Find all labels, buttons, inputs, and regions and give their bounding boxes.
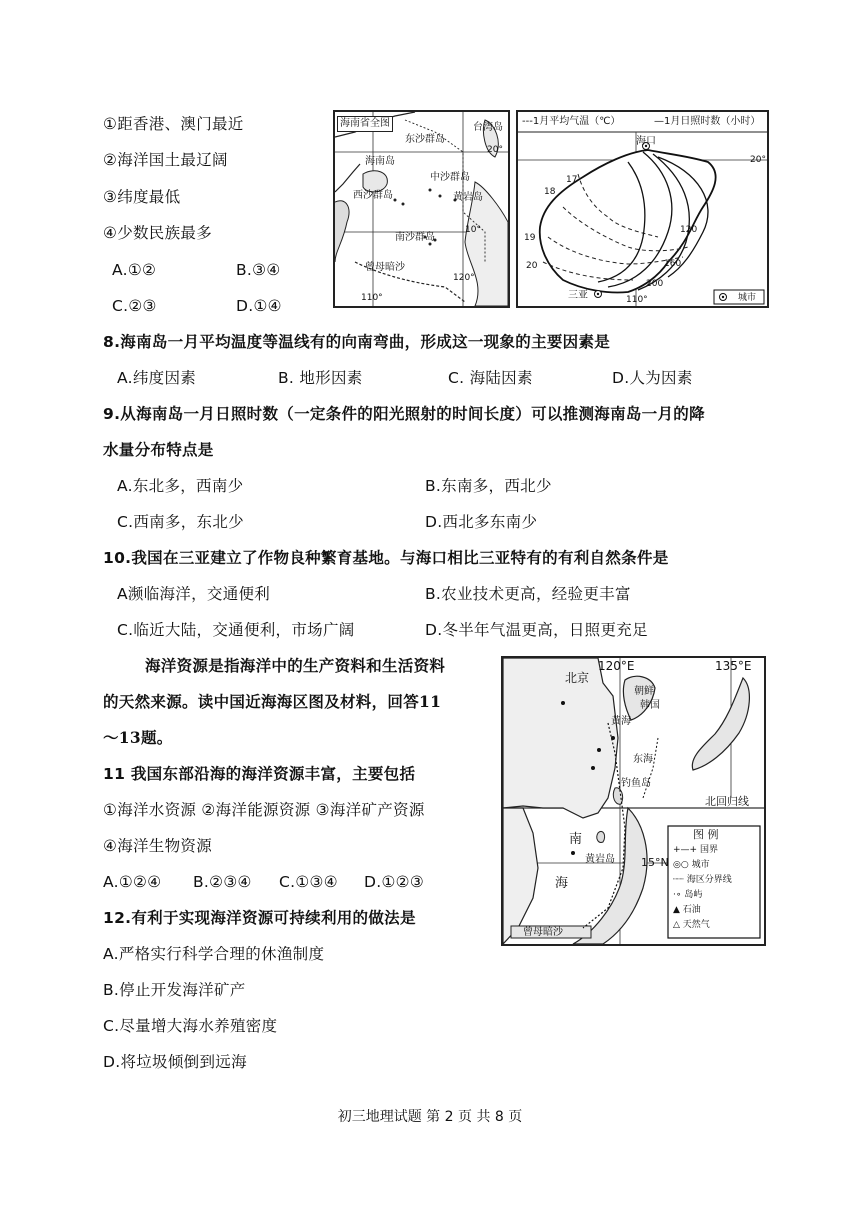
q12-choice-b: B.停止开发海洋矿产 [103,981,246,999]
map2-sunshine-200: 200 [646,279,664,289]
map3-lon-135: 135°E [715,659,752,673]
map3-label-huangyan: 黄岩岛 [585,854,615,865]
map3-lon-120: 120°E [598,659,635,673]
map3-legend-gas: △ 天然气 [673,920,710,930]
q7-option-4: ④少数民族最多 [103,224,212,242]
island-icon: ·∘ [673,890,685,900]
map1-label-huangyan: 黄岩岛 [453,192,483,203]
q7-option-1: ①距香港、澳门最近 [103,115,244,133]
q12-choice-d: D.将垃圾倾倒到远海 [103,1053,247,1071]
map2-lat-20: 20° [750,155,766,165]
map3-label-east-sea: 东海 [633,754,653,765]
map2-label-haikou: 海口 [636,136,656,147]
map2-isotherm-18: 18 [544,187,556,197]
map1-label-taiwan: 台湾岛 [473,122,503,133]
map3-lat-15n: 15°N [641,856,669,869]
map3-legend-title: 图 例 [693,828,719,841]
q8-choice-b: B. 地形因素 [278,369,363,387]
q9-stem-line1: 9.从海南岛一月日照时数（一定条件的阳光照射的时间长度）可以推测海南岛一月的降 [103,405,705,423]
map1-lon-120: 120° [453,273,475,283]
q8-stem: 8.海南岛一月平均温度等温线有的向南弯曲，形成这一现象的主要因素是 [103,333,611,351]
china-seas-map [501,656,766,946]
q9-choice-a: A.东北多，西南少 [117,477,244,495]
city-icon: ◎○ [673,860,692,870]
q7-choice-c: C.②③ [112,297,157,315]
map1-label-nansha: 南沙群岛 [395,232,435,243]
map3-label-south: 南 [569,832,583,847]
map1-label-dongsha: 东沙群岛 [405,134,445,145]
map2-legend-city: 城市 [738,293,757,303]
q8-choice-c: C. 海陆因素 [448,369,533,387]
map3-label-sea: 海 [555,876,569,891]
map3-label-dprk: 朝鲜 [634,686,654,697]
q11-choice-d: D.①②③ [364,873,425,891]
map1-label-xisha: 西沙群岛 [353,190,393,201]
map1-title: 海南省全图 [337,116,393,132]
map2-isotherm-20: 20 [526,261,538,271]
q11-choice-a: A.①②④ [103,873,162,891]
map3-legend-island: ·∘ 岛屿 [673,890,703,900]
q9-choice-c: C.西南多，东北少 [117,513,244,531]
map2-isotherm-17: 17 [566,175,578,185]
map1-lat-10: 10° [465,225,481,235]
map2-lon-110: 110° [626,295,648,305]
intro-line-1: 海洋资源是指海洋中的生产资料和生活资料 [145,656,446,675]
q10-choice-a: A濒临海洋，交通便利 [117,585,271,603]
q7-choice-a: A.①② [112,261,157,279]
map1-label-zengmu: 曾母暗沙 [365,262,405,273]
intro-line-3: ～13题。 [103,728,173,747]
q9-choice-d: D.西北多东南少 [425,513,538,531]
map1-label-zhongsha: 中沙群岛 [430,172,470,183]
solid-line-icon: — [654,116,664,127]
q8-choice-a: A.纬度因素 [117,369,197,387]
map1-label-hainan: 海南岛 [365,156,395,167]
map1-lon-110: 110° [361,293,383,303]
map3-legend-sea-boundary: ┈┈ 海区分界线 [673,875,732,885]
q11-choice-b: B.②③④ [193,873,252,891]
map3-label-rok: 韩国 [640,700,660,711]
q12-choice-c: C.尽量增大海水养殖密度 [103,1017,278,1035]
map3-label-yellow-sea: 黄海 [611,716,631,727]
q7-option-3: ③纬度最低 [103,188,181,206]
map2-label-sanya: 三亚 [568,290,588,301]
map2-sunshine-120: 120 [680,225,698,235]
q11-stem: 11 我国东部沿海的海洋资源丰富，主要包括 [103,765,416,783]
gas-icon: △ [673,920,683,930]
sea-boundary-icon: ┈┈ [673,875,687,885]
map2-legend-sun: —1月日照时数（小时） [654,116,761,127]
hainan-climate-map [516,110,769,308]
page-footer: 初三地理试题 第 2 页 共 8 页 [337,1109,523,1125]
q12-stem: 12.有利于实现海洋资源可持续利用的做法是 [103,909,416,927]
map3-legend-oil: ▲ 石油 [673,905,701,915]
q10-choice-b: B.农业技术更高，经验更丰富 [425,585,631,603]
dashed-line-icon: --- [522,116,533,127]
map1-lat-20: 20° [487,145,503,155]
border-line-icon: +—+ [673,845,700,855]
q7-choice-b: B.③④ [236,261,281,279]
q8-choice-d: D.人为因素 [612,369,693,387]
q10-choice-d: D.冬半年气温更高，日照更充足 [425,621,648,639]
q7-choice-d: D.①④ [236,297,282,315]
map3-legend-border: +—+ 国界 [673,845,718,855]
map2-sunshine-160: 160 [664,259,682,269]
q7-option-2: ②海洋国土最辽阔 [103,151,228,169]
map3-label-diaoyu: 钓鱼岛 [621,778,651,789]
q10-stem: 10.我国在三亚建立了作物良种繁育基地。与海口相比三亚特有的有利自然条件是 [103,549,669,567]
map2-legend-temp: ---1月平均气温（℃） [522,116,621,127]
q9-stem-line2: 水量分布特点是 [103,441,214,459]
q9-choice-b: B.东南多，西北少 [425,477,552,495]
map3-legend-city: ◎○ 城市 [673,860,710,870]
map3-label-zengmu: 曾母暗沙 [523,927,563,938]
map2-isotherm-19: 19 [524,233,536,243]
intro-line-2: 的天然来源。读中国近海海区图及材料，回答11 [103,692,442,711]
oil-icon: ▲ [673,905,683,915]
q12-choice-a: A.严格实行科学合理的休渔制度 [103,945,325,963]
hainan-province-map [333,110,510,308]
q11-options-line2: ④海洋生物资源 [103,837,212,855]
map3-tropic-label: 北回归线 [705,795,749,808]
map3-label-beijing: 北京 [565,671,590,685]
q10-choice-c: C.临近大陆，交通便利，市场广阔 [117,621,355,639]
q11-options-line1: ①海洋水资源 ②海洋能源资源 ③海洋矿产资源 [103,801,425,819]
q11-choice-c: C.①③④ [279,873,338,891]
